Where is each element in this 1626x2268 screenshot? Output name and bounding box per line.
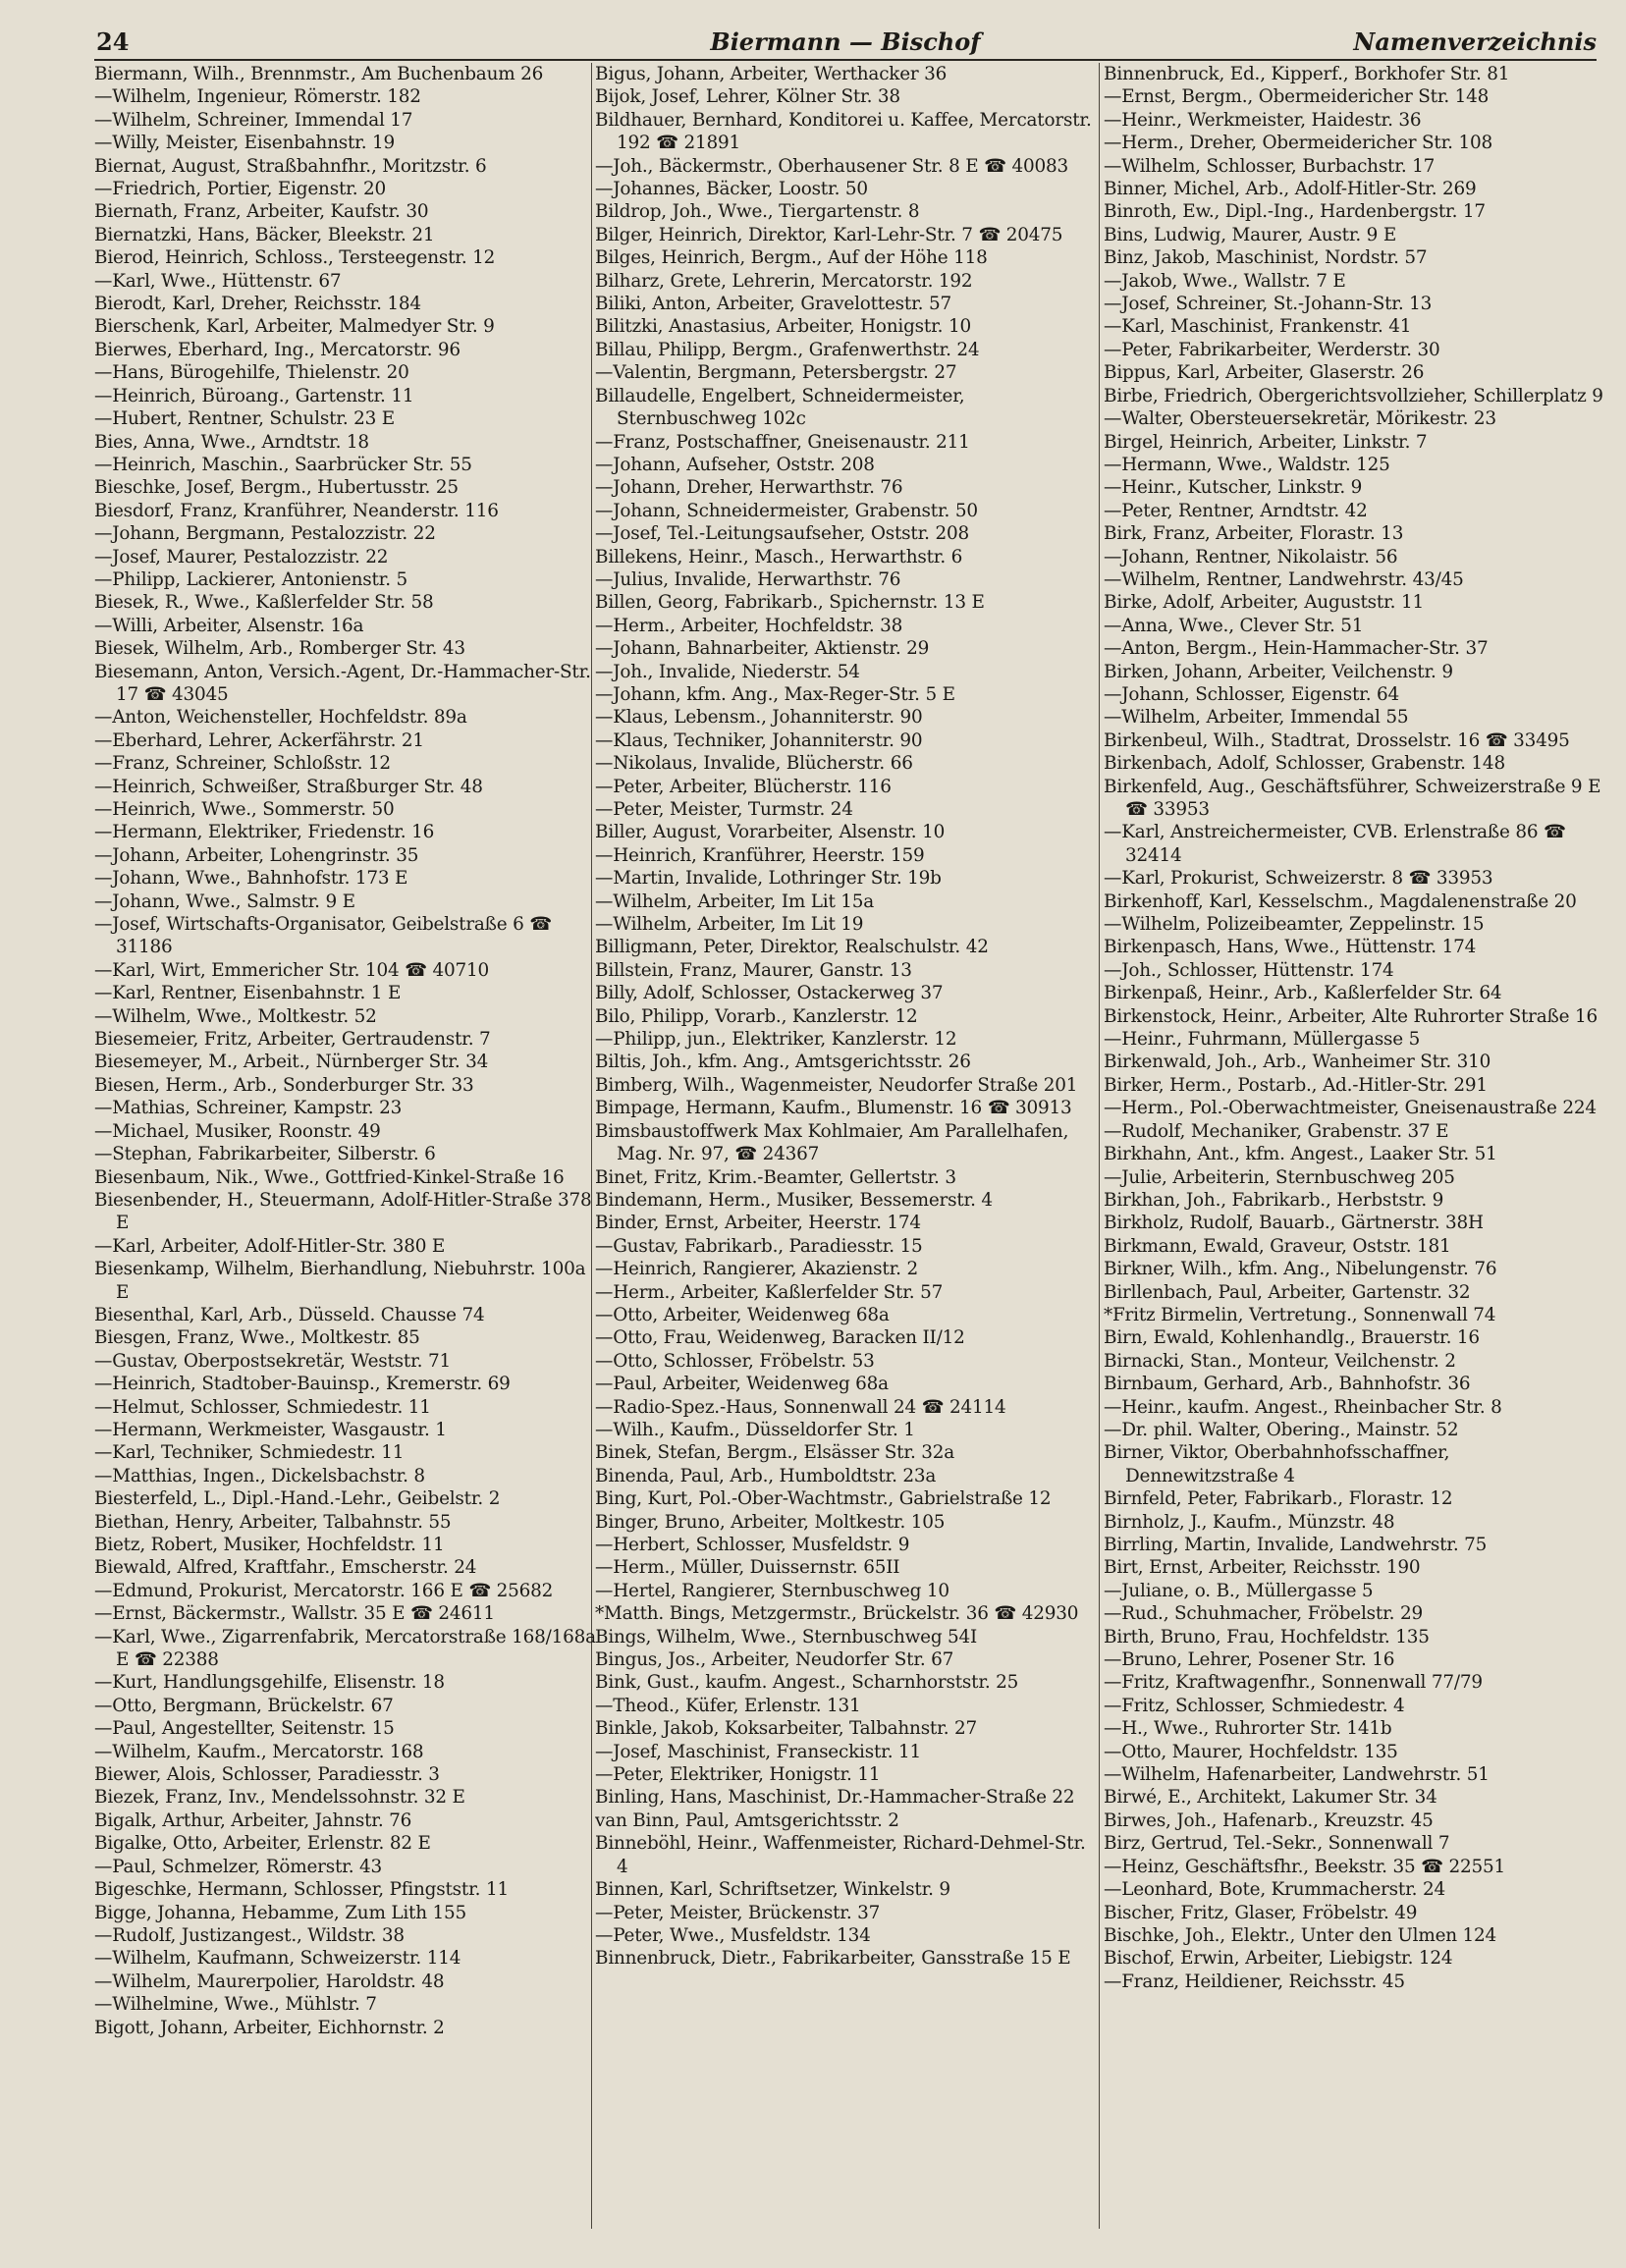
directory-entry: —Karl, Anstreichermeister, CVB. Erlenstraße 86 ☎ 32414: [1104, 822, 1566, 866]
directory-entry: —Josef, Maurer, Pestalozzistr. 22: [94, 546, 389, 567]
directory-entry: Bilges, Heinrich, Bergm., Auf der Höhe 118: [595, 247, 988, 269]
directory-entry: —Nikolaus, Invalide, Blücherstr. 66: [595, 753, 913, 775]
directory-column-1: [94, 63, 597, 2258]
directory-entry: —Karl, Arbeiter, Adolf-Hitler-Str. 380 E: [94, 1235, 446, 1257]
directory-entry: —Radio-Spez.-Haus, Sonnenwall 24 ☎ 24114: [595, 1396, 1006, 1418]
directory-entry: —Wilhelm, Ingenieur, Römerstr. 182: [94, 86, 421, 108]
directory-entry: Birkenfeld, Aug., Geschäftsführer, Schweizerstraße 9 E ☎ 33953: [1104, 776, 1601, 820]
directory-entry: Binnenbruck, Ed., Kipperf., Borkhofer Str. 81: [1104, 64, 1510, 84]
directory-entry: —Mathias, Schreiner, Kampstr. 23: [94, 1098, 403, 1119]
directory-entry: Binroth, Ew., Dipl.-Ing., Hardenbergstr. 17: [1104, 201, 1486, 223]
directory-entry: —Rudolf, Justizangest., Wildstr. 38: [94, 1924, 405, 1946]
directory-entry: Biewald, Alfred, Kraftfahr., Emscherstr. 24: [94, 1557, 477, 1579]
directory-entry: —Heinr., Werkmeister, Haidestr. 36: [1104, 109, 1422, 131]
directory-entry: —Wilhelm, Schreiner, Immendal 17: [94, 109, 413, 131]
directory-entry: —Peter, Rentner, Arndtstr. 42: [1104, 500, 1368, 521]
directory-entry: Birbe, Friedrich, Obergerichtsvollzieher, Schillerplatz 9: [1104, 385, 1603, 406]
directory-entry: —Karl, Wwe., Zigarrenfabrik, Mercatorstraße 168/168a E ☎ 22388: [94, 1626, 596, 1671]
directory-entry: Birnacki, Stan., Monteur, Veilchenstr. 2: [1104, 1350, 1456, 1372]
directory-entry: Biliki, Anton, Arbeiter, Gravelottestr. 57: [595, 294, 951, 315]
directory-entry: —Heinr., Fuhrmann, Müllergasse 5: [1104, 1029, 1421, 1051]
directory-entry: *Fritz Birmelin, Vertretung., Sonnenwall 74: [1104, 1304, 1496, 1325]
directory-entry: —Julius, Invalide, Herwarthstr. 76: [595, 568, 901, 590]
directory-entry: Billigmann, Peter, Direktor, Realschulstr. 42: [595, 937, 989, 958]
directory-entry: —Hermann, Wwe., Waldstr. 125: [1104, 454, 1390, 475]
directory-entry: —Josef, Schreiner, St.-Johann-Str. 13: [1104, 294, 1433, 315]
directory-entry: Biesemeyer, M., Arbeit., Nürnberger Str. 34: [94, 1052, 489, 1073]
directory-entry: —Peter, Arbeiter, Blücherstr. 116: [595, 776, 892, 797]
directory-entry: Bippus, Karl, Arbeiter, Glaserstr. 26: [1104, 362, 1425, 384]
directory-entry: —Michael, Musiker, Roonstr. 49: [94, 1120, 381, 1142]
directory-entry: Biesemeier, Fritz, Arbeiter, Gertraudenstr. 7: [94, 1029, 491, 1051]
directory-entry: Binek, Stefan, Bergm., Elsässer Str. 32a: [595, 1442, 954, 1464]
directory-entry: van Binn, Paul, Amtsgerichtsstr. 2: [595, 1809, 899, 1831]
directory-entry: —Philipp, jun., Elektriker, Kanzlerstr. 12: [595, 1029, 957, 1051]
directory-entry: —Wilhelm, Arbeiter, Im Lit 19: [595, 914, 864, 936]
directory-entry: —Franz, Schreiner, Schloßstr. 12: [94, 753, 391, 775]
directory-entry: —Wilhelm, Wwe., Moltkestr. 52: [94, 1005, 377, 1027]
directory-entry: Birllenbach, Paul, Arbeiter, Gartenstr. 32: [1104, 1281, 1471, 1303]
directory-entry: Bietz, Robert, Musiker, Hochfeldstr. 11: [94, 1535, 445, 1555]
directory-entry: —Heinr., Kutscher, Linkstr. 9: [1104, 477, 1363, 499]
directory-entry: Biesdorf, Franz, Kranführer, Neanderstr. 116: [94, 500, 499, 521]
directory-entry: —Juliane, o. B., Müllergasse 5: [1104, 1580, 1374, 1601]
directory-entry: —Paul, Angestellter, Seitenstr. 15: [94, 1718, 395, 1740]
directory-entry: Bischer, Fritz, Glaser, Fröbelstr. 49: [1104, 1902, 1418, 1923]
page-header: [94, 18, 1597, 61]
directory-entry: Binnen, Karl, Schriftsetzer, Winkelstr. 9: [595, 1879, 950, 1901]
section-title: Namenverzeichnis: [1353, 27, 1597, 56]
directory-entry: Birwé, E., Architekt, Lakumer Str. 34: [1104, 1787, 1437, 1809]
directory-entry: —Karl, Wwe., Hüttenstr. 67: [94, 270, 342, 292]
directory-entry: —Johann, Arbeiter, Lohengrinstr. 35: [94, 844, 419, 866]
page-number: 24: [96, 27, 130, 56]
directory-entry: Bilharz, Grete, Lehrerin, Mercatorstr. 192: [595, 270, 973, 292]
directory-entry: Binling, Hans, Maschinist, Dr.-Hammacher-Straße 22: [595, 1787, 1075, 1809]
directory-entry: —Paul, Arbeiter, Weidenweg 68a: [595, 1374, 889, 1395]
directory-entry: —Helmut, Schlosser, Schmiedestr. 11: [94, 1396, 431, 1418]
directory-entry: —Johannes, Bäcker, Loostr. 50: [595, 179, 868, 200]
directory-entry: —Herm., Arbeiter, Kaßlerfelder Str. 57: [595, 1281, 944, 1303]
directory-entry: —Johann, Bahnarbeiter, Aktienstr. 29: [595, 638, 930, 660]
directory-entry: Bings, Wilhelm, Wwe., Sternbuschweg 54I: [595, 1626, 978, 1647]
directory-entry: —Klaus, Lebensm., Johanniterstr. 90: [595, 707, 923, 729]
directory-entry: —Joh., Schlosser, Hüttenstr. 174: [1104, 959, 1394, 981]
directory-entry: Bildhauer, Bernhard, Konditorei u. Kaffee, Mercatorstr. 192 ☎ 21891: [595, 109, 1092, 154]
directory-entry: —Hubert, Rentner, Schulstr. 23 E: [94, 408, 395, 430]
directory-entry: Binet, Fritz, Krim.-Beamter, Gellertstr. 3: [595, 1166, 956, 1188]
directory-entry: —Wilhelm, Maurerpolier, Haroldstr. 48: [94, 1971, 445, 1992]
directory-entry: —Matthias, Ingen., Dickelsbachstr. 8: [94, 1465, 425, 1486]
directory-entry: —Otto, Arbeiter, Weidenweg 68a: [595, 1304, 890, 1325]
directory-entry: —Paul, Schmelzer, Römerstr. 43: [94, 1856, 383, 1877]
directory-entry: —Heinz, Geschäftsfhr., Beekstr. 35 ☎ 22551: [1104, 1856, 1505, 1877]
directory-entry: —Leonhard, Bote, Krummacherstr. 24: [1104, 1879, 1445, 1901]
directory-entry: Bilitzki, Anastasius, Arbeiter, Honigstr. 10: [595, 316, 971, 338]
directory-entry: Birner, Viktor, Oberbahnhofsschaffner, Dennewitzstraße 4: [1104, 1442, 1450, 1486]
directory-entry: —Anton, Bergm., Hein-Hammacher-Str. 37: [1104, 638, 1489, 660]
directory-entry: —Rud., Schuhmacher, Fröbelstr. 29: [1104, 1603, 1423, 1625]
directory-entry: —Peter, Elektriker, Honigstr. 11: [595, 1764, 881, 1786]
directory-entry: Bingus, Jos., Arbeiter, Neudorfer Str. 67: [595, 1649, 954, 1671]
directory-entry: —Jakob, Wwe., Wallstr. 7 E: [1104, 270, 1346, 292]
directory-entry: Bimberg, Wilh., Wagenmeister, Neudorfer Straße 201: [595, 1074, 1078, 1096]
directory-entry: Birkenpaß, Heinr., Arb., Kaßlerfelder Str. 64: [1104, 983, 1502, 1004]
directory-entry: —Karl, Wirt, Emmericher Str. 104 ☎ 40710: [94, 959, 489, 981]
directory-entry: Billekens, Heinr., Masch., Herwarthstr. 6: [595, 546, 963, 567]
directory-entry: Billau, Philipp, Bergm., Grafenwerthstr. 24: [595, 339, 980, 360]
directory-entry: —Franz, Heildiener, Reichsstr. 45: [1104, 1971, 1405, 1992]
directory-entry: —Johann, Wwe., Salmstr. 9 E: [94, 891, 355, 912]
directory-entry: Birkhan, Joh., Fabrikarb., Herbststr. 9: [1104, 1189, 1444, 1211]
directory-entry: Biesenthal, Karl, Arb., Düsseld. Chausse 74: [94, 1304, 485, 1325]
directory-entry: Birt, Ernst, Arbeiter, Reichsstr. 190: [1104, 1557, 1421, 1579]
directory-entry: —Wilhelm, Arbeiter, Im Lit 15a: [595, 891, 875, 912]
directory-entry: Bierodt, Karl, Dreher, Reichsstr. 184: [94, 294, 421, 315]
directory-entry: Bischke, Joh., Elektr., Unter den Ulmen 124: [1104, 1924, 1497, 1946]
directory-entry: Biesemann, Anton, Versich.-Agent, Dr.-Hammacher-Str. 17 ☎ 43045: [94, 661, 591, 705]
directory-entry: —Heinrich, Kranführer, Heerstr. 159: [595, 844, 925, 866]
directory-entry: Biesenbaum, Nik., Wwe., Gottfried-Kinkel-Straße 16: [94, 1166, 565, 1188]
directory-entry: —Theod., Küfer, Erlenstr. 131: [595, 1695, 861, 1716]
directory-entry: —Ernst, Bäckermstr., Wallstr. 35 E ☎ 24611: [94, 1603, 495, 1625]
directory-entry: —Johann, Aufseher, Oststr. 208: [595, 454, 875, 475]
directory-column-2: [595, 63, 1098, 2258]
directory-entry: —Edmund, Prokurist, Mercatorstr. 166 E ☎ 25682: [94, 1580, 554, 1601]
directory-entry: —Peter, Meister, Turmstr. 24: [595, 799, 853, 820]
directory-entry: Birkenwald, Joh., Arb., Wanheimer Str. 310: [1104, 1052, 1491, 1073]
directory-entry: Bierwes, Eberhard, Ing., Mercatorstr. 96: [94, 339, 461, 360]
directory-entry: —Heinrich, Stadtober-Bauinsp., Kremerstr. 69: [94, 1374, 511, 1395]
directory-entry: Biernat, August, Straßbahnfhr., Moritzstr. 6: [94, 155, 487, 177]
directory-entry: —Willy, Meister, Eisenbahnstr. 19: [94, 133, 396, 154]
directory-entry: —Herm., Müller, Duissernstr. 65II: [595, 1557, 900, 1579]
directory-entry: —Herm., Arbeiter, Hochfeldstr. 38: [595, 615, 903, 636]
directory-entry: Biesek, Wilhelm, Arb., Romberger Str. 43: [94, 638, 465, 660]
directory-entry: Binkle, Jakob, Koksarbeiter, Talbahnstr. 27: [595, 1718, 977, 1740]
directory-entry: Bierod, Heinrich, Schloss., Tersteegenstr. 12: [94, 247, 496, 269]
directory-entry: —Wilhelmine, Wwe., Mühlstr. 7: [94, 1994, 377, 2016]
directory-entry: Birker, Herm., Postarb., Ad.-Hitler-Str. 291: [1104, 1074, 1488, 1096]
directory-entry: Birnbaum, Gerhard, Arb., Bahnhofstr. 36: [1104, 1374, 1471, 1395]
directory-entry: Bilo, Philipp, Vorarb., Kanzlerstr. 12: [595, 1005, 918, 1027]
directory-entry: Binneböhl, Heinr., Waffenmeister, Richard-Dehmel-Str. 4: [595, 1833, 1086, 1877]
directory-entry: Biesterfeld, L., Dipl.-Hand.-Lehr., Geibelstr. 2: [94, 1488, 501, 1510]
directory-entry: Birke, Adolf, Arbeiter, Auguststr. 11: [1104, 592, 1424, 614]
directory-entry: —Martin, Invalide, Lothringer Str. 19b: [595, 868, 942, 890]
directory-entry: Birnfeld, Peter, Fabrikarb., Florastr. 12: [1104, 1488, 1453, 1510]
directory-entry: —Ernst, Bergm., Obermeidericher Str. 148: [1104, 86, 1490, 108]
directory-entry: Birkenhoff, Karl, Kesselschm., Magdalenenstraße 20: [1104, 891, 1577, 912]
directory-entry: Billen, Georg, Fabrikarb., Spichernstr. 13 E: [595, 592, 985, 614]
directory-entry: Birnholz, J., Kaufm., Münzstr. 48: [1104, 1511, 1395, 1533]
directory-entry: —Peter, Wwe., Musfeldstr. 134: [595, 1924, 871, 1946]
directory-entry: Binenda, Paul, Arb., Humboldtstr. 23a: [595, 1465, 937, 1486]
directory-entry: Birkhahn, Ant., kfm. Angest., Laaker Str. 51: [1104, 1144, 1497, 1165]
directory-entry: —Heinrich, Maschin., Saarbrücker Str. 55: [94, 454, 472, 475]
directory-entry: Bigalke, Otto, Arbeiter, Erlenstr. 82 E: [94, 1833, 431, 1855]
directory-entry: —Kurt, Handlungsgehilfe, Elisenstr. 18: [94, 1672, 445, 1694]
directory-entry: Bies, Anna, Wwe., Arndtstr. 18: [94, 431, 369, 453]
directory-entry: —Wilhelm, Arbeiter, Immendal 55: [1104, 707, 1409, 729]
directory-entry: —Anton, Weichensteller, Hochfeldstr. 89a: [94, 707, 467, 729]
directory-entry: Bigott, Johann, Arbeiter, Eichhornstr. 2: [94, 2017, 445, 2038]
directory-entry: —Valentin, Bergmann, Petersbergstr. 27: [595, 362, 957, 384]
directory-entry: Bischof, Erwin, Arbeiter, Liebigstr. 124: [1104, 1948, 1453, 1970]
directory-entry: Biermann, Wilh., Brennmstr., Am Buchenbaum 26: [94, 64, 544, 84]
directory-entry: —Julie, Arbeiterin, Sternbuschweg 205: [1104, 1166, 1455, 1188]
directory-entry: Birken, Johann, Arbeiter, Veilchenstr. 9: [1104, 661, 1453, 682]
directory-entry: —Hertel, Rangierer, Sternbuschweg 10: [595, 1580, 949, 1601]
directory-entry: —Herbert, Schlosser, Musfeldstr. 9: [595, 1535, 910, 1555]
directory-entry: Bimsbaustoffwerk Max Kohlmaier, Am Parallelhafen, Mag. Nr. 97, ☎ 24367: [595, 1120, 1069, 1165]
directory-entry: Bieschke, Josef, Bergm., Hubertusstr. 25: [94, 477, 459, 499]
directory-entry: Binz, Jakob, Maschinist, Nordstr. 57: [1104, 247, 1428, 269]
directory-entry: Birn, Ewald, Kohlenhandlg., Brauerstr. 16: [1104, 1327, 1480, 1349]
directory-entry: Birkenbeul, Wilh., Stadtrat, Drosselstr. 16 ☎ 33495: [1104, 729, 1570, 751]
directory-entry: —Stephan, Fabrikarbeiter, Silberstr. 6: [94, 1144, 436, 1165]
directory-entry: —Herm., Dreher, Obermeidericher Str. 108: [1104, 133, 1492, 154]
directory-entry: Binnenbruck, Dietr., Fabrikarbeiter, Gansstraße 15 E: [595, 1948, 1071, 1970]
directory-entry: —Dr. phil. Walter, Obering., Mainstr. 52: [1104, 1419, 1459, 1440]
directory-entry: —Heinrich, Wwe., Sommerstr. 50: [94, 799, 395, 820]
directory-entry: Birrling, Martin, Invalide, Landwehrstr. 75: [1104, 1535, 1488, 1555]
directory-entry: —Hans, Bürogehilfe, Thielenstr. 20: [94, 362, 409, 384]
directory-entry: —Johann, Rentner, Nikolaistr. 56: [1104, 546, 1398, 567]
directory-entry: —Heinrich, Schweißer, Straßburger Str. 48: [94, 776, 483, 797]
directory-entry: Biesen, Herm., Arb., Sonderburger Str. 33: [94, 1074, 474, 1096]
directory-entry: —Karl, Techniker, Schmiedestr. 11: [94, 1442, 405, 1464]
directory-entry: —Karl, Maschinist, Frankenstr. 41: [1104, 316, 1412, 338]
directory-entry: Biernath, Franz, Arbeiter, Kaufstr. 30: [94, 201, 429, 223]
directory-entry: Bink, Gust., kaufm. Angest., Scharnhorststr. 25: [595, 1672, 1019, 1694]
directory-entry: Biller, August, Vorarbeiter, Alsenstr. 10: [595, 822, 946, 843]
directory-entry: —Peter, Meister, Brückenstr. 37: [595, 1902, 881, 1923]
directory-entry: *Matth. Bings, Metzgermstr., Brückelstr. 36 ☎ 42930: [595, 1603, 1079, 1625]
directory-entry: —Fritz, Schlosser, Schmiedestr. 4: [1104, 1695, 1405, 1716]
directory-entry: Birth, Bruno, Frau, Hochfeldstr. 135: [1104, 1626, 1430, 1647]
directory-entry: —Johann, Schlosser, Eigenstr. 64: [1104, 683, 1400, 705]
directory-entry: Bindemann, Herm., Musiker, Bessemerstr. 4: [595, 1189, 993, 1211]
directory-entry: —Eberhard, Lehrer, Ackerfährstr. 21: [94, 729, 424, 751]
directory-entry: —Franz, Postschaffner, Gneisenaustr. 211: [595, 431, 970, 453]
directory-entry: Binder, Ernst, Arbeiter, Heerstr. 174: [595, 1213, 921, 1234]
directory-entry: Birwes, Joh., Hafenarb., Kreuzstr. 45: [1104, 1809, 1434, 1831]
directory-entry: —Karl, Prokurist, Schweizerstr. 8 ☎ 33953: [1104, 868, 1493, 890]
directory-entry: Billaudelle, Engelbert, Schneidermeister, Sternbuschweg 102c: [595, 385, 965, 430]
directory-entry: —Hermann, Elektriker, Friedenstr. 16: [94, 822, 435, 843]
directory-entry: Biernatzki, Hans, Bäcker, Bleekstr. 21: [94, 224, 435, 245]
directory-entry: Bilger, Heinrich, Direktor, Karl-Lehr-Str. 7 ☎ 20475: [595, 224, 1063, 245]
directory-entry: Binner, Michel, Arb., Adolf-Hitler-Str. 269: [1104, 179, 1477, 200]
directory-entry: Bigge, Johanna, Hebamme, Zum Lith 155: [94, 1902, 467, 1923]
directory-entry: Biezek, Franz, Inv., Mendelssohnstr. 32 E: [94, 1787, 465, 1809]
directory-entry: —Willi, Arbeiter, Alsenstr. 16a: [94, 615, 364, 636]
directory-entry: Bimpage, Hermann, Kaufm., Blumenstr. 16 ☎ 30913: [595, 1098, 1072, 1119]
directory-entry: Bigeschke, Hermann, Schlosser, Pfingststr. 11: [94, 1879, 509, 1901]
running-title: Biermann — Bischof: [710, 27, 981, 56]
directory-entry: —Walter, Obersteuersekretär, Mörikestr. 23: [1104, 408, 1496, 430]
directory-entry: Bigus, Johann, Arbeiter, Werthacker 36: [595, 64, 948, 84]
directory-entry: Bierschenk, Karl, Arbeiter, Malmedyer Str. 9: [94, 316, 495, 338]
directory-entry: —H., Wwe., Ruhrorter Str. 141b: [1104, 1718, 1392, 1740]
directory-entry: Biewer, Alois, Schlosser, Paradiesstr. 3: [94, 1764, 440, 1786]
directory-entry: Biltis, Joh., kfm. Ang., Amtsgerichtsstr. 26: [595, 1052, 971, 1073]
directory-entry: Binger, Bruno, Arbeiter, Moltkestr. 105: [595, 1511, 946, 1533]
directory-entry: —Wilhelm, Polizeibeamter, Zeppelinstr. 15: [1104, 914, 1485, 936]
directory-entry: —Josef, Maschinist, Franseckistr. 11: [595, 1741, 922, 1762]
directory-entry: —Hermann, Werkmeister, Wasgaustr. 1: [94, 1419, 447, 1440]
directory-entry: —Johann, Dreher, Herwarthstr. 76: [595, 477, 903, 499]
directory-entry: Biesenbender, H., Steuermann, Adolf-Hitler-Straße 378 E: [94, 1189, 592, 1234]
directory-entry: —Joh., Bäckermstr., Oberhausener Str. 8 E ☎ 40083: [595, 155, 1068, 177]
directory-entry: —Heinrich, Rangierer, Akazienstr. 2: [595, 1259, 918, 1280]
directory-entry: Biesgen, Franz, Wwe., Moltkestr. 85: [94, 1327, 420, 1349]
directory-entry: Bijok, Josef, Lehrer, Kölner Str. 38: [595, 86, 900, 108]
directory-entry: —Johann, Wwe., Bahnhofstr. 173 E: [94, 868, 408, 890]
directory-entry: —Karl, Rentner, Eisenbahnstr. 1 E: [94, 983, 402, 1004]
directory-entry: —Klaus, Techniker, Johanniterstr. 90: [595, 729, 923, 751]
directory-entry: —Rudolf, Mechaniker, Grabenstr. 37 E: [1104, 1120, 1449, 1142]
directory-entry: —Philipp, Lackierer, Antonienstr. 5: [94, 568, 408, 590]
directory-entry: Bigalk, Arthur, Arbeiter, Jahnstr. 76: [94, 1809, 412, 1831]
directory-entry: —Johann, Schneidermeister, Grabenstr. 50: [595, 500, 978, 521]
directory-entry: —Heinrich, Büroang., Gartenstr. 11: [94, 385, 414, 406]
column-divider: [1099, 63, 1100, 2229]
directory-entry: Bildrop, Joh., Wwe., Tiergartenstr. 8: [595, 201, 920, 223]
directory-entry: Birkholz, Rudolf, Bauarb., Gärtnerstr. 38H: [1104, 1213, 1484, 1234]
directory-entry: —Wilhelm, Hafenarbeiter, Landwehrstr. 51: [1104, 1764, 1490, 1786]
directory-entry: Bing, Kurt, Pol.-Ober-Wachtmstr., Gabrielstraße 12: [595, 1488, 1052, 1510]
directory-entry: Birk, Franz, Arbeiter, Florastr. 13: [1104, 523, 1404, 545]
directory-entry: —Otto, Bergmann, Brückelstr. 67: [94, 1695, 394, 1716]
directory-entry: —Heinr., kaufm. Angest., Rheinbacher Str. 8: [1104, 1396, 1502, 1418]
directory-entry: —Wilh., Kaufm., Düsseldorfer Str. 1: [595, 1419, 915, 1440]
directory-entry: Birkenpasch, Hans, Wwe., Hüttenstr. 174: [1104, 937, 1477, 958]
directory-entry: —Otto, Frau, Weidenweg, Baracken II/12: [595, 1327, 965, 1349]
directory-entry: Birkner, Wilh., kfm. Ang., Nibelungenstr. 76: [1104, 1259, 1497, 1280]
directory-entry: —Wilhelm, Kaufmann, Schweizerstr. 114: [94, 1948, 461, 1970]
directory-entry: —Otto, Schlosser, Fröbelstr. 53: [595, 1350, 875, 1372]
directory-entry: —Herm., Pol.-Oberwachtmeister, Gneisenaustraße 224: [1104, 1098, 1597, 1119]
directory-entry: —Wilhelm, Schlosser, Burbachstr. 17: [1104, 155, 1436, 177]
directory-entry: Billstein, Franz, Maurer, Ganstr. 13: [595, 959, 912, 981]
directory-entry: —Otto, Maurer, Hochfeldstr. 135: [1104, 1741, 1398, 1762]
directory-entry: Birz, Gertrud, Tel.-Sekr., Sonnenwall 7: [1104, 1833, 1450, 1855]
directory-entry: —Friedrich, Portier, Eigenstr. 20: [94, 179, 386, 200]
directory-entry: —Johann, Bergmann, Pestalozzistr. 22: [94, 523, 436, 545]
directory-entry: Birkenbach, Adolf, Schlosser, Grabenstr. 148: [1104, 753, 1505, 775]
directory-entry: Billy, Adolf, Schlosser, Ostackerweg 37: [595, 983, 944, 1004]
directory-entry: —Wilhelm, Rentner, Landwehrstr. 43/45: [1104, 568, 1464, 590]
directory-entry: —Peter, Fabrikarbeiter, Werderstr. 30: [1104, 339, 1440, 360]
directory-entry: —Joh., Invalide, Niederstr. 54: [595, 661, 860, 682]
directory-entry: —Anna, Wwe., Clever Str. 51: [1104, 615, 1364, 636]
directory-entry: Bins, Ludwig, Maurer, Austr. 9 E: [1104, 224, 1397, 245]
directory-column-3: [1104, 63, 1606, 2258]
directory-entry: —Josef, Tel.-Leitungsaufseher, Oststr. 208: [595, 523, 969, 545]
directory-entry: —Wilhelm, Kaufm., Mercatorstr. 168: [94, 1741, 424, 1762]
directory-entry: Biesek, R., Wwe., Kaßlerfelder Str. 58: [94, 592, 434, 614]
directory-entry: Biesenkamp, Wilhelm, Bierhandlung, Niebuhrstr. 100a E: [94, 1259, 586, 1303]
directory-entry: —Gustav, Fabrikarb., Paradiesstr. 15: [595, 1235, 923, 1257]
directory-entry: Birgel, Heinrich, Arbeiter, Linkstr. 7: [1104, 431, 1428, 453]
directory-entry: Birkmann, Ewald, Graveur, Oststr. 181: [1104, 1235, 1451, 1257]
directory-entry: —Gustav, Oberpostsekretär, Weststr. 71: [94, 1350, 451, 1372]
directory-entry: Biethan, Henry, Arbeiter, Talbahnstr. 55: [94, 1511, 452, 1533]
directory-entry: Birkenstock, Heinr., Arbeiter, Alte Ruhrorter Straße 16: [1104, 1005, 1598, 1027]
directory-entry: —Bruno, Lehrer, Posener Str. 16: [1104, 1649, 1395, 1671]
directory-entry: —Josef, Wirtschafts-Organisator, Geibelstraße 6 ☎ 31186: [94, 914, 552, 958]
directory-entry: —Fritz, Kraftwagenfhr., Sonnenwall 77/79: [1104, 1672, 1483, 1694]
directory-entry: —Johann, kfm. Ang., Max-Reger-Str. 5 E: [595, 683, 955, 705]
